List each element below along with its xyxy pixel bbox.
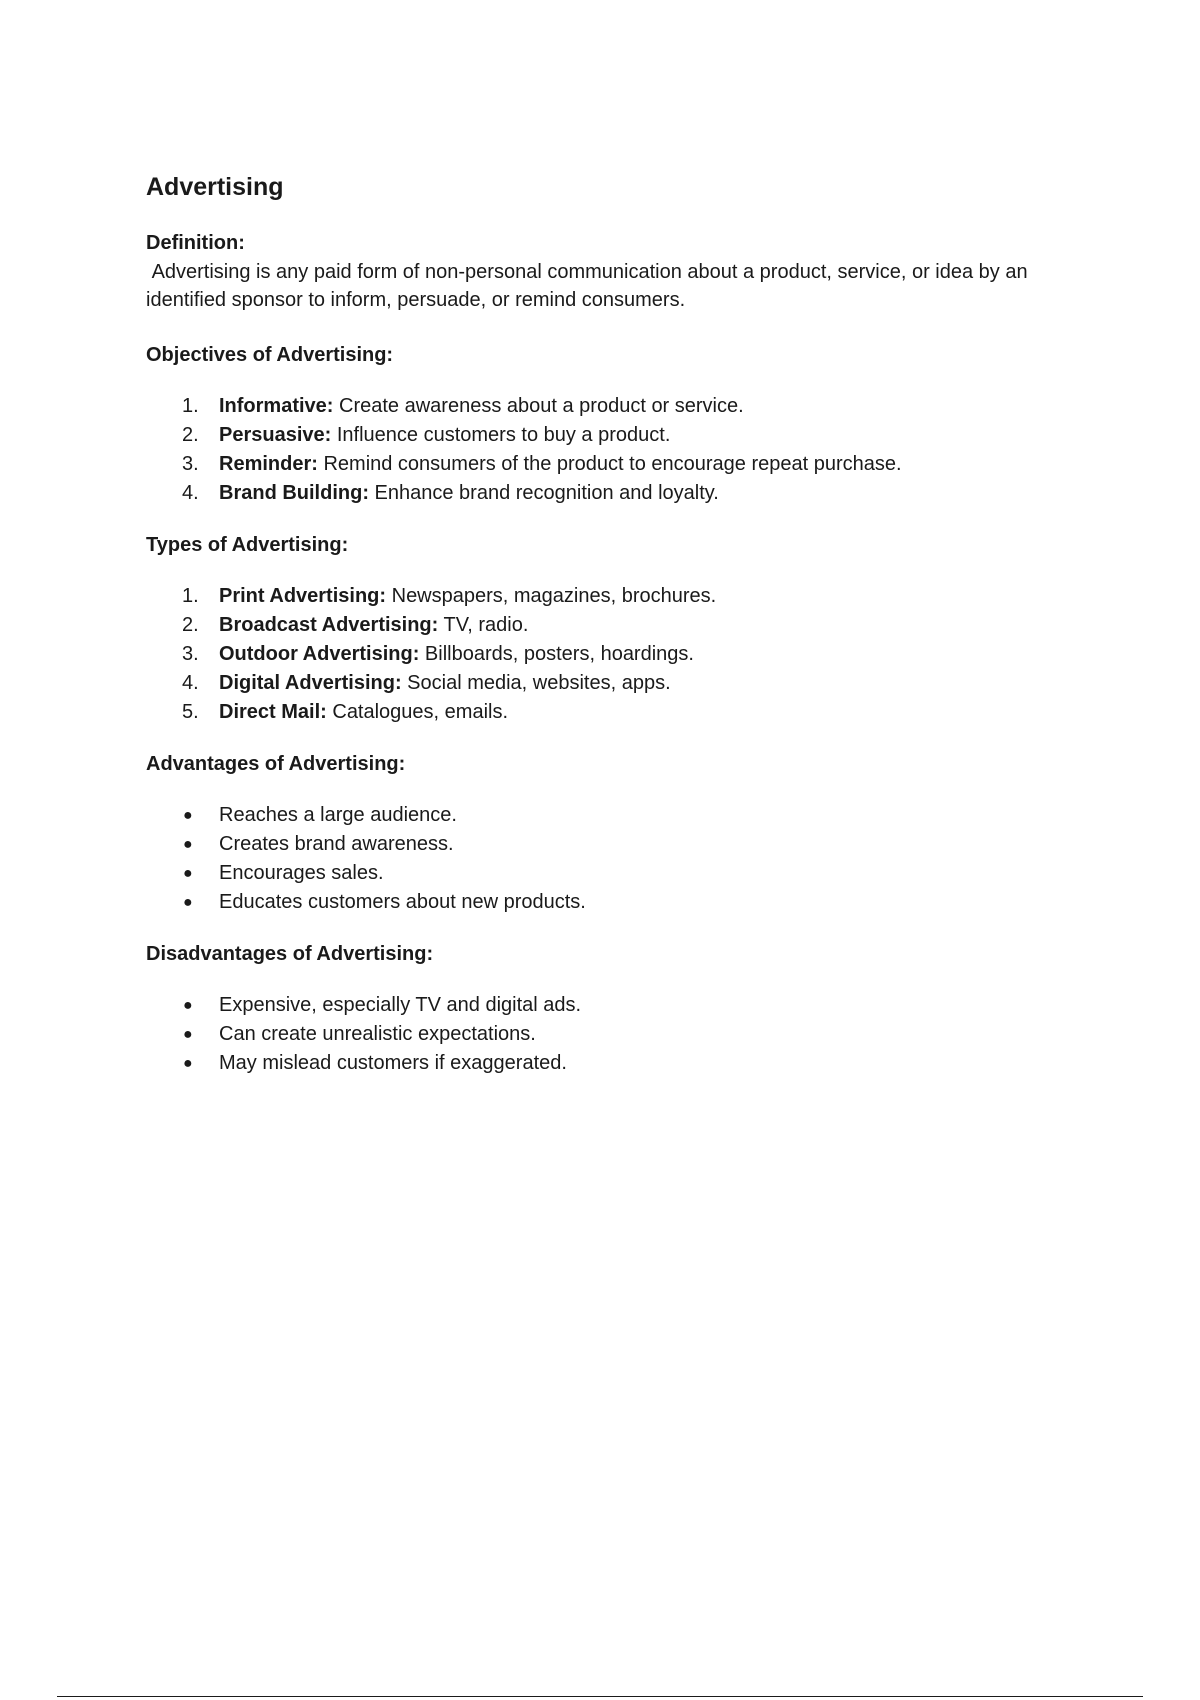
item-term: Broadcast Advertising: <box>219 614 439 636</box>
item-text: Encourages sales. <box>219 862 384 884</box>
advantages-heading: Advantages of Advertising: <box>146 753 406 775</box>
list-item <box>146 698 1046 727</box>
list-item <box>146 888 1046 917</box>
item-text: Can create unrealistic expectations. <box>219 1023 536 1045</box>
list-item <box>146 450 1046 479</box>
bullet-icon: ● <box>183 894 193 911</box>
types-heading: Types of Advertising: <box>146 534 349 556</box>
list-number: 3. <box>182 453 199 475</box>
item-text: TV, radio. <box>438 614 529 636</box>
definition-text: Advertising is any paid form of non-personal communication about a product, service, or idea by an identified sponsor to inform, persuade, or remind consumers. <box>146 261 1034 311</box>
objectives-heading: Objectives of Advertising: <box>146 344 394 366</box>
bullet-icon: ● <box>183 997 193 1014</box>
item-text: Billboards, posters, hoardings. <box>419 643 694 665</box>
list-item <box>146 1020 1046 1049</box>
bullet-icon: ● <box>183 836 193 853</box>
item-text: Catalogues, emails. <box>326 701 509 723</box>
item-text: Influence customers to buy a product. <box>331 424 671 446</box>
item-term: Digital Advertising: <box>219 672 402 694</box>
list-item <box>146 669 1046 698</box>
list-item <box>146 392 1046 421</box>
list-number: 1. <box>182 395 199 417</box>
item-term: Persuasive: <box>219 424 332 446</box>
list-number: 4. <box>182 482 199 504</box>
item-term: Print Advertising: <box>219 585 387 607</box>
types-list <box>146 582 1046 727</box>
list-item <box>146 421 1046 450</box>
disadvantages-section <box>146 939 1046 1078</box>
item-term: Direct Mail: <box>219 701 327 723</box>
list-item <box>146 859 1046 888</box>
disadvantages-heading: Disadvantages of Advertising: <box>146 943 434 965</box>
item-text: Create awareness about a product or service. <box>333 395 744 417</box>
item-text: Creates brand awareness. <box>219 833 454 855</box>
types-section <box>146 530 1046 727</box>
advantages-section <box>146 749 1046 917</box>
item-text: Educates customers about new products. <box>219 891 586 913</box>
list-item <box>146 479 1046 508</box>
list-number: 4. <box>182 672 199 694</box>
document-page <box>146 172 1046 1100</box>
item-text: Enhance brand recognition and loyalty. <box>368 482 719 504</box>
document-title: Advertising <box>146 173 284 201</box>
item-text: May mislead customers if exaggerated. <box>219 1052 567 1074</box>
item-term: Reminder: <box>219 453 318 475</box>
list-number: 2. <box>182 424 199 446</box>
list-number: 2. <box>182 614 199 636</box>
item-term: Informative: <box>219 395 334 417</box>
bullet-icon: ● <box>183 865 193 882</box>
list-number: 5. <box>182 701 199 723</box>
list-item <box>146 1049 1046 1078</box>
list-item <box>146 801 1046 830</box>
item-text: Expensive, especially TV and digital ads. <box>219 994 582 1016</box>
definition-section <box>146 228 1046 314</box>
list-item <box>146 611 1046 640</box>
list-item <box>146 830 1046 859</box>
disadvantages-list <box>146 991 1046 1078</box>
objectives-list <box>146 392 1046 508</box>
list-item <box>146 582 1046 611</box>
page-bottom-rule <box>57 1696 1143 1697</box>
list-number: 3. <box>182 643 199 665</box>
item-text: Remind consumers of the product to encourage repeat purchase. <box>317 453 902 475</box>
objectives-section <box>146 340 1046 508</box>
bullet-icon: ● <box>183 1055 193 1072</box>
list-item <box>146 640 1046 669</box>
item-text: Reaches a large audience. <box>219 804 457 826</box>
item-text: Newspapers, magazines, brochures. <box>386 585 717 607</box>
definition-heading: Definition: <box>146 232 245 254</box>
bullet-icon: ● <box>183 1026 193 1043</box>
list-item <box>146 991 1046 1020</box>
bullet-icon: ● <box>183 807 193 824</box>
item-term: Brand Building: <box>219 482 369 504</box>
list-number: 1. <box>182 585 199 607</box>
item-term: Outdoor Advertising: <box>219 643 420 665</box>
advantages-list <box>146 801 1046 917</box>
item-text: Social media, websites, apps. <box>401 672 671 694</box>
